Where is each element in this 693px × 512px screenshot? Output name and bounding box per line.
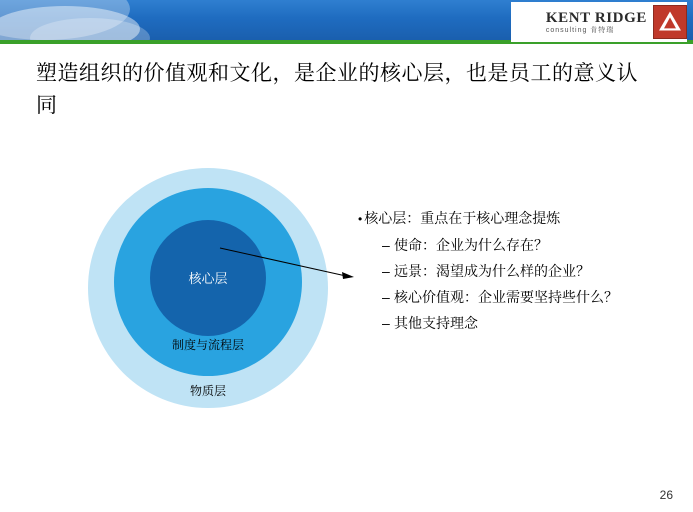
diagram-outer-label: 物质层: [189, 384, 226, 398]
dash-icon: –: [382, 237, 390, 253]
logo-company-tagline: consulting 肯特瑞: [545, 26, 615, 34]
triangle-inner-icon: [664, 17, 676, 28]
dash-icon: –: [382, 289, 390, 305]
dash-icon: –: [382, 315, 390, 331]
bullet-sub-text: 远景：渴望成为什么样的企业？: [394, 263, 590, 279]
concentric-circle-diagram: [88, 168, 328, 408]
bullet-sub-text: 核心价值观：企业需要坚持些什么？: [394, 289, 618, 305]
triangle-logo-icon: [653, 5, 687, 39]
logo-company-name: KENT RIDGE: [545, 9, 647, 26]
bullet-sub-item: [358, 284, 678, 310]
bullet-sub-text: 使命：企业为什么存在？: [394, 237, 548, 253]
diagram-inner-label: 核心层: [188, 271, 228, 286]
callout-arrow: [218, 246, 358, 282]
company-logo: [511, 2, 687, 42]
bullet-main: [358, 205, 678, 232]
diagram-middle-label: 制度与流程层: [171, 338, 244, 352]
bullet-list: [358, 205, 678, 336]
page-title: 塑造组织的价值观和文化，是企业的核心层，也是员工的意义认同: [36, 62, 638, 117]
slide-header: [0, 0, 693, 45]
bullet-sub-item: [358, 310, 678, 336]
page-number: 26: [659, 488, 673, 502]
bullet-dot-icon: •: [358, 212, 363, 226]
bullet-sub-text: 其他支持理念: [394, 315, 478, 331]
dash-icon: –: [382, 263, 390, 279]
bullet-sub-item: [358, 258, 678, 284]
bullet-sub-item: [358, 232, 678, 258]
bullet-main-text: 核心层：重点在于核心理念提炼: [364, 210, 561, 226]
logo-text: [546, 10, 647, 35]
